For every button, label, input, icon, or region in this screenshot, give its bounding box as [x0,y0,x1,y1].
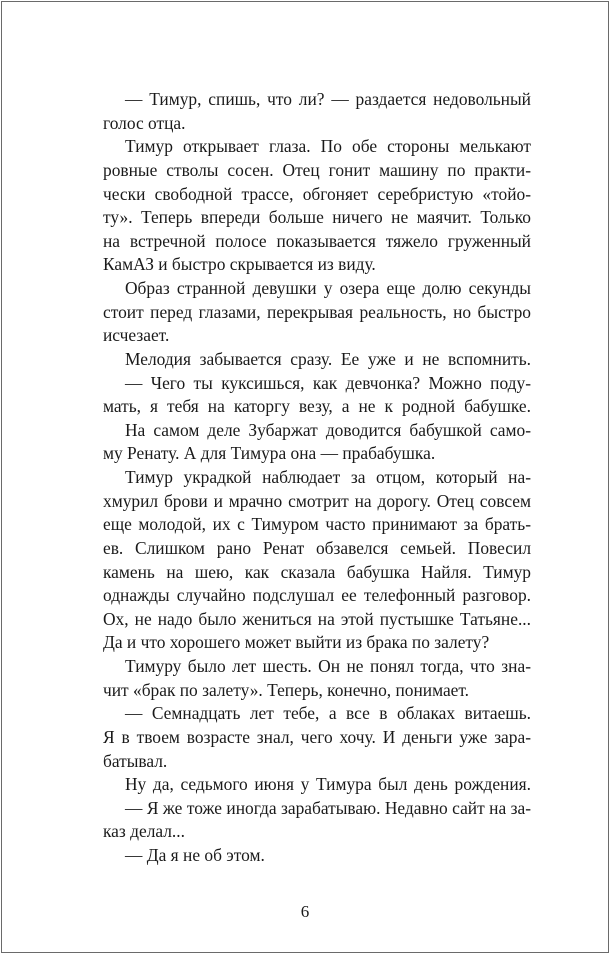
text-line: Я в твоем возрасте знал, чего хочу. И деньги уже зара- [103,726,531,747]
text-line: стоит перед глазами, перекрывая реальность, но быстро [103,301,531,322]
text-line: Мелодия забывается сразу. Ее уже и не вспомнить. [125,348,531,369]
text-line: Ну да, седьмого июня у Тимура был день рождения. [125,774,531,795]
text-line: Образ странной девушки у озера еще долю секунды [125,278,531,298]
text-line: ту». Теперь впереди больше ничего не маячит. Только [103,207,531,228]
body-text [103,88,531,868]
text-line: На самом деле Зубаржат доводится бабушкой само- [125,419,531,440]
text-line: Тимур украдкой наблюдает за отцом, который на- [125,467,531,487]
text-line: батывал. [103,750,168,771]
text-line: на встречной полосе показывается тяжело груженный [103,230,531,251]
text-line: ев. Слишком рано Ренат обзавелся семьей. Повесил [103,537,531,558]
text-line: Тимур открывает глаза. По обе стороны мелькают [125,136,531,157]
text-line: — Да я не об этом. [125,845,265,865]
text-line: — Семнадцать лет тебе, а все в облаках витаешь. [125,703,531,724]
text-line: КамАЗ и быстро скрывается из виду. [103,254,376,275]
text-line: каз делал... [103,821,185,842]
text-line: Ох, не надо было жениться на этой пустышке Татьяне... [103,608,531,629]
text-line: — Чего ты куксишься, как девчонка? Можно поду- [125,372,531,393]
text-line: чески свободной трассе, обгоняет серебристую «тойо- [103,183,531,204]
text-line: чит «брак по залету». Теперь, конечно, понимает. [103,679,470,700]
text-line: еще молодой, их с Тимуром часто принимают за брать- [103,514,531,535]
page-number: 6 [300,902,310,921]
text-line: ровные стволы сосен. Отец гонит машину по практи- [103,159,531,180]
text-line: голос отца. [103,112,186,133]
text-line: исчезает. [103,325,170,346]
text-line: однажды случайно подслушал ее телефонный разговор. [103,585,531,606]
text-line: Да и что хорошего может выйти из брака по залету? [103,632,490,653]
text-line: — Тимур, спишь, что ли? — раздается недовольный [125,89,531,109]
text-line: хмурил брови и мрачно смотрит на дорогу. Отец совсем [103,490,531,511]
text-line: камень на шею, как сказала бабушка Найля. Тимур [103,561,531,582]
text-line: Тимуру было лет шесть. Он не понял тогда, что зна- [125,656,531,676]
text-line: — Я же тоже иногда зарабатываю. Недавно сайт на за- [125,797,531,818]
text-line: му Ренату. А для Тимура она — прабабушка. [103,443,436,464]
text-line: мать, я тебя на каторгу везу, а не к родной бабушке. [103,396,531,417]
